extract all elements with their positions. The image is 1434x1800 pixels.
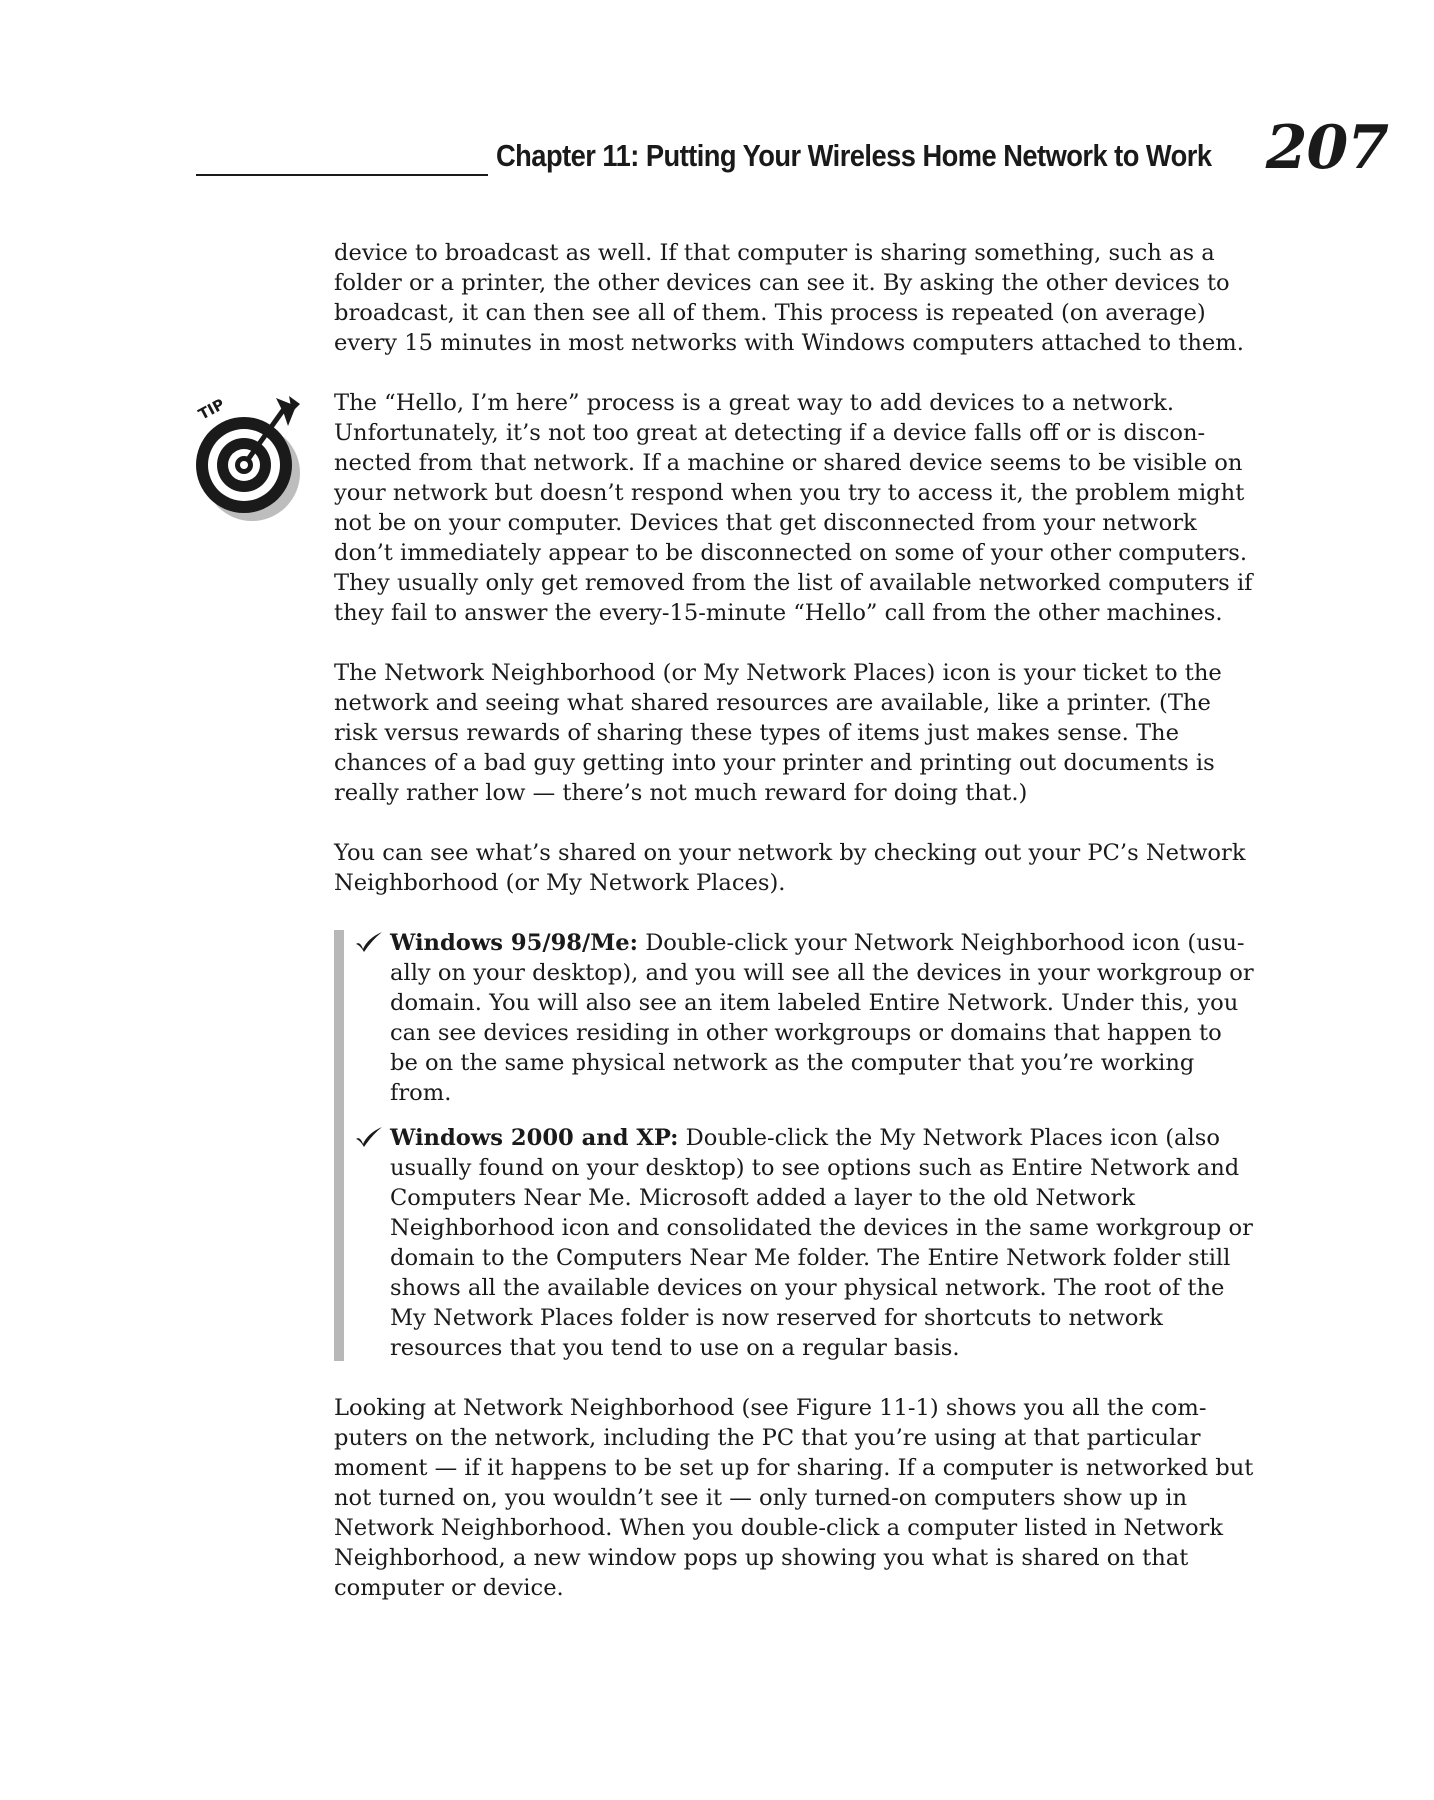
paragraph-network-neighborhood: The Network Neighborhood (or My Network Places) icon is your ticket to the network and seeing what shared resources are available, like a printer. (The risk versus rewards of sharing these types of items just makes sense. The chances of a bad guy getting into your printer and printing out documents is really rather low — there’s not much reward for doing that.)	[334, 660, 1222, 806]
bullet-text: Double-click the My Network Places icon (also usually found on your desktop) to see options such as Entire Network and Computers Near Me. Microsoft added a layer to the old Network Neighborhood icon and consolidated the devices in the same workgroup or domain to the Computers Near Me folder. The Entire Network folder still shows all the available devices on your physical network. The root of the My Network Places folder is now reserved for shortcuts to network resources that you tend to use on a regular basis.	[390, 1125, 1253, 1361]
running-head: Chapter 11: Putting Your Wireless Home Network to Work	[496, 138, 1212, 173]
paragraph-closing: Looking at Network Neighborhood (see Figure 11-1) shows you all the computers on the network, including the PC that you’re using at that particular moment — if it happens to be set up for sharing. If a computer is networked but not turned on, you wouldn’t see it — only turned-on computers show up in Network Neighborhood. When you double-click a computer listed in Network Neighborhood, a new window pops up showing you what is shared on that computer or device.	[334, 1395, 1254, 1601]
bullet-list	[334, 928, 1254, 1363]
tip-target-icon	[192, 392, 304, 527]
page-number: 207	[1265, 113, 1388, 183]
header-rule	[196, 174, 488, 176]
bullet-lead: Windows 95/98/Me:	[390, 930, 639, 956]
checkmark-icon	[354, 1124, 384, 1148]
list-item	[390, 928, 1254, 1108]
paragraph-tip: The “Hello, I’m here” process is a great way to add devices to a network. Unfortunately, it’s not too great at detecting if a device falls off or is disconnected from that network. If a machine or shared device seems to be visible on your network but doesn’t respond when you try to access it, the problem might not be on your computer. Devices that get disconnected from your network don’t immediately appear to be disconnected on some of your other computers. They usually only get removed from the list of available networked computers if they fail to answer the every-15-minute “Hello” call from the other machines.	[334, 390, 1253, 626]
bullet-text: Double-click your Network Neighborhood icon (usually on your desktop), and you will see all the devices in your workgroup or domain. You will also see an item labeled Entire Network. Under this, you can see devices residing in other workgroups or domains that happen to be on the same physical network as the computer that you’re working from.	[390, 930, 1254, 1106]
bullet-lead: Windows 2000 and XP:	[390, 1125, 679, 1151]
body-text	[334, 238, 1254, 1633]
bullet-list-bar	[334, 930, 344, 1361]
checkmark-icon	[354, 929, 384, 953]
tip-label: TIP	[195, 395, 228, 424]
paragraph-see-shared: You can see what’s shared on your network by checking out your PC’s Network Neighborhood (or My Network Places).	[334, 840, 1246, 896]
list-item	[390, 1123, 1254, 1363]
paragraph-continued: device to broadcast as well. If that computer is sharing something, such as a folder or a printer, the other devices can see it. By asking the other devices to broadcast, it can then see all of them. This process is repeated (on average) every 15 minutes in most networks with Windows computers attached to them.	[334, 240, 1244, 356]
